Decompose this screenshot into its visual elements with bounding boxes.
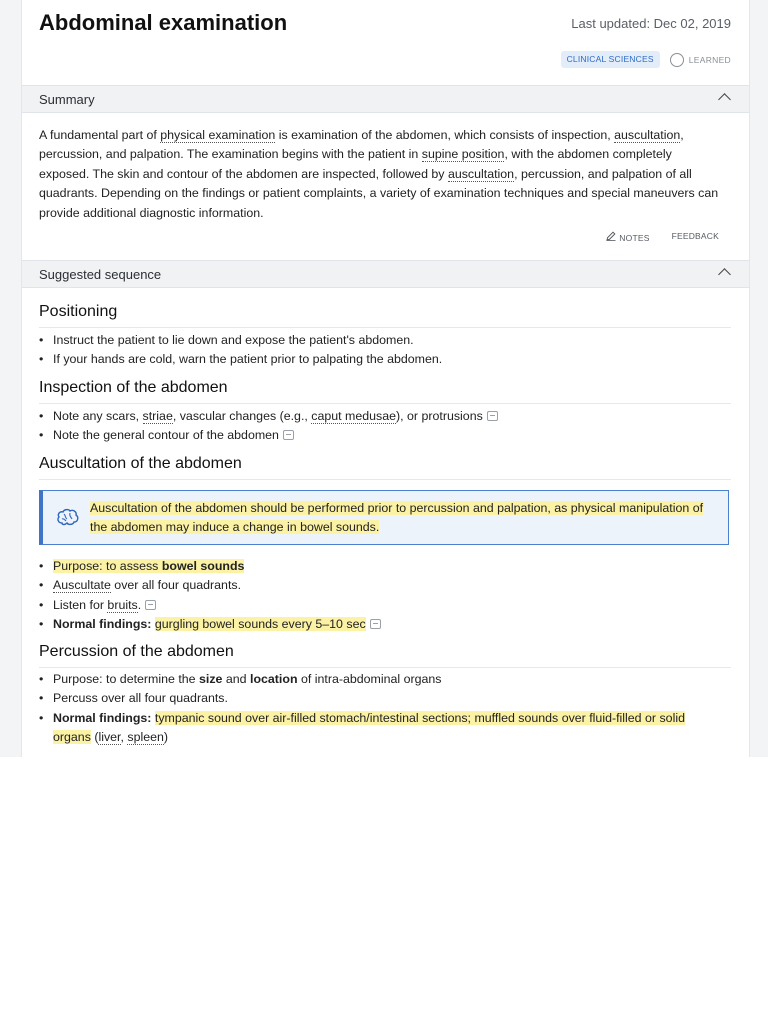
- page-gutter-left: [0, 0, 21, 757]
- note-icon[interactable]: [283, 430, 294, 440]
- highlight: [53, 559, 244, 573]
- list-item: • If your hands are cold, warn the patient prior to palpating the abdomen.: [39, 350, 442, 369]
- brain-icon: [56, 508, 80, 526]
- list-item: [39, 709, 725, 748]
- link-auscultation[interactable]: auscultation: [614, 128, 681, 142]
- auscultation-list: [39, 557, 381, 634]
- divider: [39, 327, 731, 328]
- list-item: [39, 426, 498, 445]
- positioning-list: [39, 331, 442, 370]
- positioning-heading: Positioning: [39, 303, 118, 320]
- list-item: • Percuss over all four quadrants.: [39, 689, 725, 708]
- link-caput-medusae[interactable]: caput medusae: [311, 409, 397, 423]
- list-item: [39, 557, 381, 576]
- percussion-list: [39, 670, 725, 747]
- notes-label: NOTES: [619, 233, 650, 243]
- sequence-section-header[interactable]: [22, 260, 749, 288]
- summary-heading: Summary: [39, 92, 95, 107]
- summary-text: , percussion, and palpation. The examination begins with the patient in: [39, 128, 684, 162]
- divider: [39, 479, 731, 480]
- link-physical-examination[interactable]: physical examination: [160, 128, 276, 142]
- article-tags: [561, 51, 731, 68]
- link-liver[interactable]: liver: [98, 729, 121, 744]
- list-item: [39, 615, 381, 634]
- summary-actions: [606, 231, 719, 243]
- percussion-heading: Percussion of the abdomen: [39, 643, 234, 660]
- divider: [39, 403, 731, 404]
- item-text: of intra-abdominal organs: [297, 672, 442, 686]
- summary-text: , with the abdomen completely exposed. The skin and contour of the abdomen are inspected, followed by: [39, 147, 672, 181]
- list-item: [39, 407, 498, 426]
- note-icon[interactable]: [370, 619, 381, 629]
- item-text: Purpose: to determine the: [53, 672, 200, 686]
- article-card: [21, 0, 750, 757]
- last-updated: Last updated: Dec 02, 2019: [571, 16, 731, 31]
- item-text: ,: [120, 729, 128, 744]
- list-item: [39, 670, 725, 689]
- item-text: ): [163, 729, 169, 744]
- learned-toggle[interactable]: [670, 53, 731, 67]
- divider: [39, 667, 731, 668]
- inspection-list: [39, 407, 498, 446]
- note-icon[interactable]: [145, 600, 156, 610]
- keyword: size: [199, 672, 223, 686]
- notes-button[interactable]: [606, 231, 649, 243]
- link-auscultation[interactable]: auscultation: [447, 166, 515, 181]
- inspection-heading: Inspection of the abdomen: [39, 379, 228, 396]
- learned-circle-icon: [670, 53, 684, 67]
- list-item: • Instruct the patient to lie down and expose the patient's abdomen.: [39, 331, 442, 350]
- sequence-heading: Suggested sequence: [39, 267, 162, 282]
- category-tag[interactable]: CLINICAL SCIENCES: [561, 51, 660, 68]
- item-text: and: [222, 672, 251, 686]
- keyword: location: [250, 672, 298, 686]
- item-text: Note the general contour of the abdomen: [53, 428, 279, 443]
- link-spleen[interactable]: spleen: [127, 729, 164, 744]
- item-text: ), or protrusions: [396, 409, 483, 423]
- learned-label: LEARNED: [688, 54, 731, 65]
- summary-section-header[interactable]: [22, 85, 749, 113]
- chevron-up-icon: [718, 93, 731, 106]
- feedback-button[interactable]: FEEDBACK: [671, 231, 719, 241]
- item-text: Purpose: to assess: [53, 559, 162, 573]
- summary-text: A fundamental part of: [39, 128, 161, 142]
- item-text: (: [90, 729, 99, 744]
- keyword: bowel sounds: [161, 559, 245, 573]
- highlight: tympanic sound over air-filled stomach/intestinal sections; muffled sounds over fluid-filled or solid organs: [53, 710, 685, 744]
- summary-paragraph: [39, 126, 719, 223]
- highlight: gurgling bowel sounds every 5–10 sec: [154, 616, 366, 631]
- tip-callout: [39, 490, 729, 545]
- item-text: over all four quadrants.: [110, 578, 242, 593]
- link-auscultate[interactable]: Auscultate: [53, 578, 111, 593]
- page-title: Abdominal examination: [39, 10, 288, 35]
- item-text: Note any scars,: [53, 409, 143, 423]
- link-bruits[interactable]: bruits: [107, 597, 138, 612]
- keyword: Normal findings:: [53, 710, 155, 725]
- item-text: .: [137, 597, 142, 612]
- pencil-icon: [606, 231, 616, 241]
- list-item: [39, 596, 381, 615]
- callout-highlight: Auscultation of the abdomen should be performed prior to percussion and palpation, as physical manipulation of the abdomen may induce a change in bowel sounds.: [90, 501, 704, 535]
- note-icon[interactable]: [487, 411, 498, 421]
- summary-text: is examination of the abdomen, which consists of inspection,: [275, 128, 615, 142]
- chevron-up-icon: [718, 268, 731, 281]
- page-gutter-right: [748, 0, 768, 757]
- auscultation-heading: Auscultation of the abdomen: [39, 455, 242, 472]
- item-text: , vascular changes (e.g.,: [172, 409, 312, 423]
- link-striae[interactable]: striae: [142, 409, 173, 423]
- link-supine-position[interactable]: supine position: [421, 147, 505, 162]
- item-text: Listen for: [53, 597, 108, 612]
- callout-text: [90, 499, 710, 538]
- summary-text: , percussion, and palpation of all quadrants. Depending on the findings or patient complaints, a variety of examination techniques and special maneuvers can provide additional diagnostic information.: [39, 166, 719, 220]
- keyword: Normal findings:: [53, 616, 155, 631]
- list-item: [39, 576, 381, 595]
